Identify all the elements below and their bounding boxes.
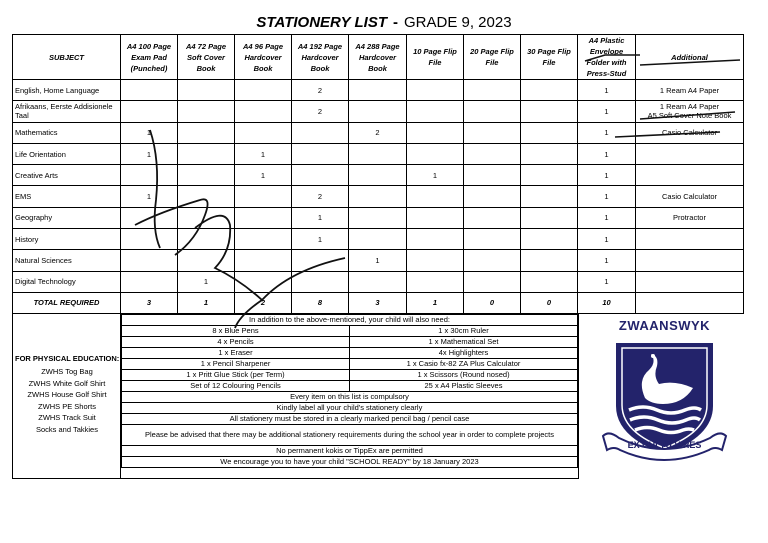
pe-title: FOR PHYSICAL EDUCATION: (15, 354, 120, 363)
additional-cell (636, 143, 744, 164)
quantity-cell (235, 207, 292, 228)
quantity-cell (349, 101, 407, 122)
quantity-cell (464, 122, 521, 143)
quantity-cell: 1 (578, 186, 636, 207)
table-row (13, 229, 744, 250)
quantity-cell: 1 (235, 165, 292, 186)
needs-item: 1 x 30cm Ruler (350, 326, 578, 337)
quantity-cell (464, 143, 521, 164)
school-motto: EX CULTU VIRES (627, 440, 702, 450)
column-header: 10 Page Flip File (407, 35, 464, 80)
needs-item: 1 x Pencil Sharpener (122, 359, 350, 370)
pe-items (13, 366, 121, 435)
quantity-cell (407, 101, 464, 122)
quantity-cell (349, 186, 407, 207)
quantity-cell (349, 229, 407, 250)
subject-cell: Geography (13, 207, 121, 228)
needs-note: All stationery must be stored in a clearly marked pencil bag / pencil case (122, 414, 578, 425)
quantity-cell: 1 (121, 122, 178, 143)
quantity-cell: 1 (349, 250, 407, 271)
quantity-cell (349, 165, 407, 186)
table-row (13, 250, 744, 271)
quantity-cell (349, 80, 407, 101)
needs-note: Please be advised that there may be additional stationery requirements during the school year in order to complete projects (122, 425, 578, 446)
column-header: A4 72 Page Soft Cover Book (178, 35, 235, 80)
needs-row (122, 446, 578, 457)
quantity-cell: 1 (407, 165, 464, 186)
additional-cell (636, 271, 744, 292)
needs-row (122, 359, 578, 370)
additional-cell: Casio Calculator (636, 122, 744, 143)
total-cell: 8 (292, 292, 349, 313)
stationery-table (12, 34, 744, 314)
quantity-cell (521, 122, 578, 143)
quantity-cell (292, 165, 349, 186)
needs-row (122, 326, 578, 337)
quantity-cell: 1 (578, 229, 636, 250)
quantity-cell (178, 186, 235, 207)
quantity-cell (178, 80, 235, 101)
needs-note: No permanent kokis or TippEx are permitted (122, 446, 578, 457)
needs-item: 4x Highlighters (350, 348, 578, 359)
needs-item: 1 x Casio fx-82 ZA Plus Calculator (350, 359, 578, 370)
needs-row (122, 403, 578, 414)
quantity-cell (521, 250, 578, 271)
quantity-cell (521, 271, 578, 292)
quantity-cell (178, 165, 235, 186)
quantity-cell (521, 101, 578, 122)
quantity-cell: 1 (578, 101, 636, 122)
quantity-cell (235, 250, 292, 271)
table-body (13, 80, 744, 314)
needs-row (122, 392, 578, 403)
total-cell: 3 (349, 292, 407, 313)
quantity-cell (407, 250, 464, 271)
quantity-cell (407, 122, 464, 143)
needs-item: 1 x Mathematical Set (350, 337, 578, 348)
quantity-cell (235, 271, 292, 292)
quantity-cell (521, 143, 578, 164)
needs-note: We encourage you to have your child "SCHOOL READY" by 18 January 2023 (122, 457, 578, 468)
quantity-cell: 1 (292, 207, 349, 228)
column-header: A4 Plastic Envelope Folder with Press-Stud (578, 35, 636, 80)
quantity-cell (121, 250, 178, 271)
total-cell: 1 (178, 292, 235, 313)
table-header (13, 35, 744, 80)
total-row (13, 292, 744, 313)
needs-item: Set of 12 Colouring Pencils (122, 381, 350, 392)
quantity-cell (407, 229, 464, 250)
pe-item: ZWHS House Golf Shirt (27, 390, 107, 399)
quantity-cell (464, 250, 521, 271)
needs-row (122, 315, 578, 326)
needs-table (121, 314, 578, 468)
pe-item: ZWHS Tog Bag (41, 367, 93, 376)
title-separator: - (393, 14, 398, 31)
additional-cell: Protractor (636, 207, 744, 228)
quantity-cell (349, 271, 407, 292)
subject-cell: Creative Arts (13, 165, 121, 186)
quantity-cell (521, 80, 578, 101)
table-row (13, 186, 744, 207)
quantity-cell: 1 (292, 229, 349, 250)
quantity-cell (121, 80, 178, 101)
needs-row (122, 348, 578, 359)
table-row (13, 207, 744, 228)
table-row (13, 101, 744, 122)
additional-cell: 1 Ream A4 Paper (636, 80, 744, 101)
quantity-cell (407, 143, 464, 164)
pe-item: Socks and Takkies (36, 424, 98, 434)
quantity-cell (292, 250, 349, 271)
page-title (0, 13, 768, 33)
quantity-cell (464, 271, 521, 292)
needs-item: 1 x Scissors (Round nosed) (350, 370, 578, 381)
title-main: STATIONERY LIST (256, 14, 387, 31)
column-header: 30 Page Flip File (521, 35, 578, 80)
quantity-cell: 1 (578, 165, 636, 186)
quantity-cell (235, 186, 292, 207)
needs-item: 1 x Eraser (122, 348, 350, 359)
quantity-cell (292, 122, 349, 143)
quantity-cell (178, 122, 235, 143)
total-cell (636, 292, 744, 313)
quantity-cell: 1 (578, 122, 636, 143)
quantity-cell: 2 (292, 80, 349, 101)
needs-row (122, 337, 578, 348)
needs-item: 4 x Pencils (122, 337, 350, 348)
total-cell: 1 (407, 292, 464, 313)
quantity-cell (464, 165, 521, 186)
needs-intro: In addition to the above-mentioned, your child will also need: (122, 315, 578, 326)
total-label: TOTAL REQUIRED (13, 292, 121, 313)
quantity-cell (292, 143, 349, 164)
quantity-cell (349, 207, 407, 228)
additional-requirements (12, 313, 579, 479)
quantity-cell (407, 207, 464, 228)
needs-note: Kindly label all your child's stationery clearly (122, 403, 578, 414)
needs-row (122, 370, 578, 381)
quantity-cell (407, 186, 464, 207)
header-row (13, 35, 744, 80)
title-grade: GRADE 9, 2023 (404, 14, 512, 31)
column-header: Additional (636, 35, 744, 80)
quantity-cell (521, 186, 578, 207)
needs-item: 25 x A4 Plastic Sleeves (350, 381, 578, 392)
additional-cell (636, 165, 744, 186)
quantity-cell (235, 122, 292, 143)
quantity-cell (407, 271, 464, 292)
additional-cell (636, 250, 744, 271)
quantity-cell (121, 101, 178, 122)
pe-item: ZWHS White Golf Shirt (28, 378, 106, 388)
subject-cell: Natural Sciences (13, 250, 121, 271)
column-header: A4 288 Page Hardcover Book (349, 35, 407, 80)
quantity-cell: 1 (121, 143, 178, 164)
quantity-cell (464, 207, 521, 228)
table-row (13, 271, 744, 292)
quantity-cell (178, 143, 235, 164)
school-name: ZWAANSWYK (618, 318, 711, 333)
quantity-cell (521, 165, 578, 186)
quantity-cell (178, 250, 235, 271)
table-row (13, 80, 744, 101)
quantity-cell: 1 (235, 143, 292, 164)
table-row (13, 122, 744, 143)
quantity-cell (121, 229, 178, 250)
quantity-cell: 1 (578, 250, 636, 271)
quantity-cell (121, 165, 178, 186)
quantity-cell (464, 101, 521, 122)
total-cell: 0 (464, 292, 521, 313)
additional-cell (636, 229, 744, 250)
quantity-cell (407, 80, 464, 101)
pe-section (13, 314, 121, 478)
column-header: A4 96 Page Hardcover Book (235, 35, 292, 80)
quantity-cell: 1 (578, 80, 636, 101)
school-logo (597, 318, 732, 468)
quantity-cell (464, 80, 521, 101)
quantity-cell (178, 207, 235, 228)
total-cell: 2 (235, 292, 292, 313)
quantity-cell (521, 229, 578, 250)
subject-cell: Life Orientation (13, 143, 121, 164)
quantity-cell (292, 271, 349, 292)
quantity-cell: 1 (121, 186, 178, 207)
quantity-cell (121, 271, 178, 292)
quantity-cell (464, 229, 521, 250)
table-row (13, 143, 744, 164)
column-header: 20 Page Flip File (464, 35, 521, 80)
quantity-cell (178, 229, 235, 250)
quantity-cell (235, 80, 292, 101)
quantity-cell: 1 (578, 143, 636, 164)
column-header: A4 192 Page Hardcover Book (292, 35, 349, 80)
quantity-cell (178, 101, 235, 122)
subject-cell: English, Home Language (13, 80, 121, 101)
needs-row (122, 381, 578, 392)
table-row (13, 165, 744, 186)
needs-row (122, 425, 578, 446)
quantity-cell (521, 207, 578, 228)
pe-item: ZWHS Track Suit (38, 413, 96, 422)
subject-cell: Digital Technology (13, 271, 121, 292)
quantity-cell: 2 (292, 101, 349, 122)
subject-cell: History (13, 229, 121, 250)
quantity-cell (235, 101, 292, 122)
quantity-cell: 1 (578, 271, 636, 292)
needs-item: 8 x Blue Pens (122, 326, 350, 337)
quantity-cell (235, 229, 292, 250)
pe-item: ZWHS PE Shorts (38, 401, 96, 411)
quantity-cell: 2 (349, 122, 407, 143)
subject-cell: EMS (13, 186, 121, 207)
quantity-cell: 1 (578, 207, 636, 228)
quantity-cell: 1 (178, 271, 235, 292)
quantity-cell (121, 207, 178, 228)
needs-row (122, 457, 578, 468)
subject-cell: Mathematics (13, 122, 121, 143)
needs-note: Every item on this list is compulsory (122, 392, 578, 403)
total-cell: 3 (121, 292, 178, 313)
column-header: SUBJECT (13, 35, 121, 80)
quantity-cell (349, 143, 407, 164)
total-cell: 10 (578, 292, 636, 313)
needs-row (122, 414, 578, 425)
subject-cell: Afrikaans, Eerste Addisionele Taal (13, 101, 121, 122)
quantity-cell: 2 (292, 186, 349, 207)
additional-cell: Casio Calculator (636, 186, 744, 207)
total-cell: 0 (521, 292, 578, 313)
needs-item: 1 x Pritt Glue Stick (per Term) (122, 370, 350, 381)
additional-cell: 1 Ream A4 Paper A5 Soft Cover Note Book (636, 101, 744, 122)
column-header: A4 100 Page Exam Pad (Punched) (121, 35, 178, 80)
quantity-cell (464, 186, 521, 207)
